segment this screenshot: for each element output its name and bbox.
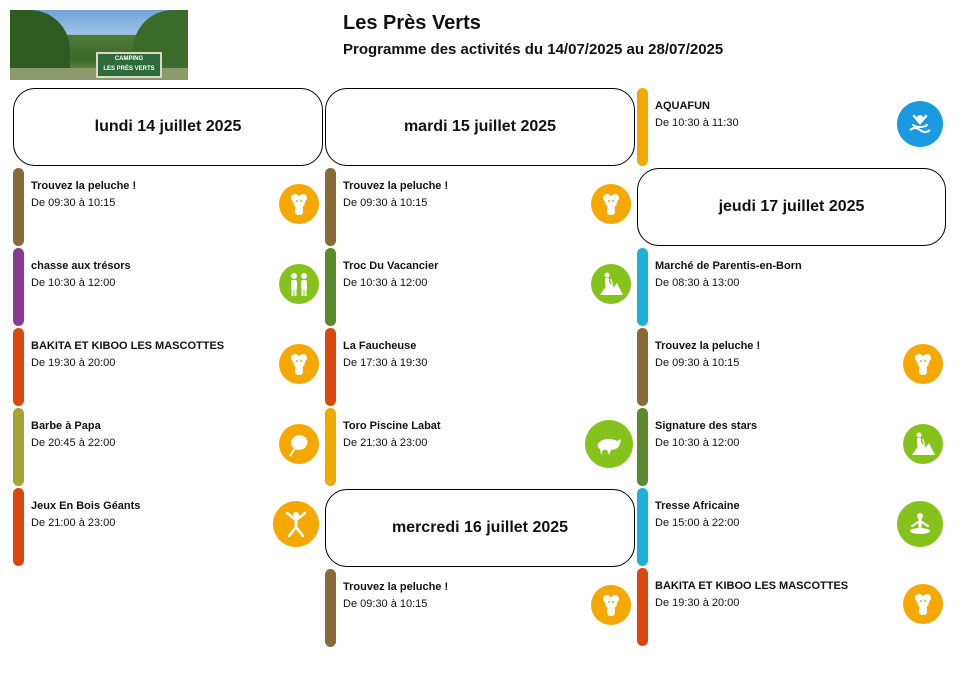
activity-color-bar [325,569,336,647]
activity-time: De 19:30 à 20:00 [31,357,116,369]
activity-time: De 10:30 à 12:00 [655,437,740,449]
activity-card[interactable] [637,488,947,566]
activity-name: Toro Piscine Labat [343,420,441,432]
jumping-person-icon [273,501,319,547]
swimmer-icon [897,101,943,147]
activity-time: De 10:30 à 11:30 [655,117,739,129]
campsite-sign: CAMPING LES PRÈS VERTS [96,52,162,78]
campsite-photo [10,10,188,80]
activity-name: Tresse Africaine [655,500,740,512]
teddy-bear-icon [903,584,943,624]
activity-color-bar [13,168,24,246]
activity-color-bar [13,488,24,566]
activity-color-bar [637,248,648,326]
activity-color-bar [13,328,24,406]
activity-card[interactable] [325,248,635,326]
activity-card[interactable] [325,168,635,246]
activity-time: De 21:30 à 23:00 [343,437,428,449]
activity-name: Jeux En Bois Géants [31,500,141,512]
activity-name: Trouvez la peluche ! [343,581,449,593]
activity-card[interactable] [13,328,323,406]
activity-color-bar [325,408,336,486]
teddy-bear-icon [591,585,631,625]
activity-card[interactable] [325,408,635,486]
activity-name: BAKITA ET KIBOO LES MASCOTTES [655,580,849,592]
activity-color-bar [325,328,336,406]
page-subtitle: Programme des activités du 14/07/2025 au 28/07/2025 [343,41,724,58]
teddy-bear-icon [279,184,319,224]
activity-color-bar [637,488,648,566]
activity-card[interactable] [637,248,947,326]
activity-name: Trouvez la peluche ! [655,340,761,352]
activity-card[interactable] [13,168,323,246]
activity-name: La Faucheuse [343,340,417,352]
activity-color-bar [637,328,648,406]
activity-card[interactable] [637,568,947,646]
activity-time: De 08:30 à 13:00 [655,277,740,289]
activity-name: Troc Du Vacancier [343,260,439,272]
teddy-bear-icon [903,344,943,384]
bull-icon [585,420,633,468]
cotton-candy-icon [279,424,319,464]
activity-card[interactable] [13,488,323,566]
activity-time: De 10:30 à 12:00 [31,277,116,289]
activity-card[interactable] [325,328,635,406]
activity-color-bar [13,248,24,326]
activity-time: De 10:30 à 12:00 [343,277,428,289]
activity-color-bar [637,88,648,166]
hiker-icon [591,264,631,304]
activity-name: chasse aux trésors [31,260,131,272]
activity-card[interactable] [637,88,947,166]
activity-name: BAKITA ET KIBOO LES MASCOTTES [31,340,225,352]
page-title: Les Près Verts [343,12,481,34]
activity-color-bar [13,408,24,486]
activity-color-bar [637,568,648,646]
day-header-wednesday: mercredi 16 juillet 2025 [325,489,635,567]
teddy-bear-icon [591,184,631,224]
activity-card[interactable] [13,408,323,486]
activity-time: De 09:30 à 10:15 [655,357,740,369]
day-header-thursday: jeudi 17 juillet 2025 [637,168,946,246]
activity-card[interactable] [13,248,323,326]
activity-name: Trouvez la peluche ! [343,180,449,192]
activity-time: De 09:30 à 10:15 [31,197,116,209]
activity-name: AQUAFUN [655,100,710,112]
activity-name: Trouvez la peluche ! [31,180,137,192]
activity-time: De 19:30 à 20:00 [655,597,740,609]
activity-card[interactable] [637,328,947,406]
activity-time: De 09:30 à 10:15 [343,598,428,610]
day-header-tuesday: mardi 15 juillet 2025 [325,88,635,166]
activity-name: Marché de Parentis-en-Born [655,260,802,272]
activity-time: De 17:30 à 19:30 [343,357,428,369]
hiker-icon [903,424,943,464]
activity-card[interactable] [325,569,635,647]
activity-color-bar [325,248,336,326]
family-icon [279,264,319,304]
activity-time: De 09:30 à 10:15 [343,197,428,209]
activity-name: Signature des stars [655,420,758,432]
meditation-icon [897,501,943,547]
activity-name: Barbe à Papa [31,420,101,432]
teddy-bear-icon [279,344,319,384]
activity-color-bar [325,168,336,246]
activity-card[interactable] [637,408,947,486]
activity-time: De 15:00 à 22:00 [655,517,740,529]
activity-time: De 21:00 à 23:00 [31,517,116,529]
day-header-monday: lundi 14 juillet 2025 [13,88,323,166]
activity-color-bar [637,408,648,486]
activity-time: De 20:45 à 22:00 [31,437,116,449]
